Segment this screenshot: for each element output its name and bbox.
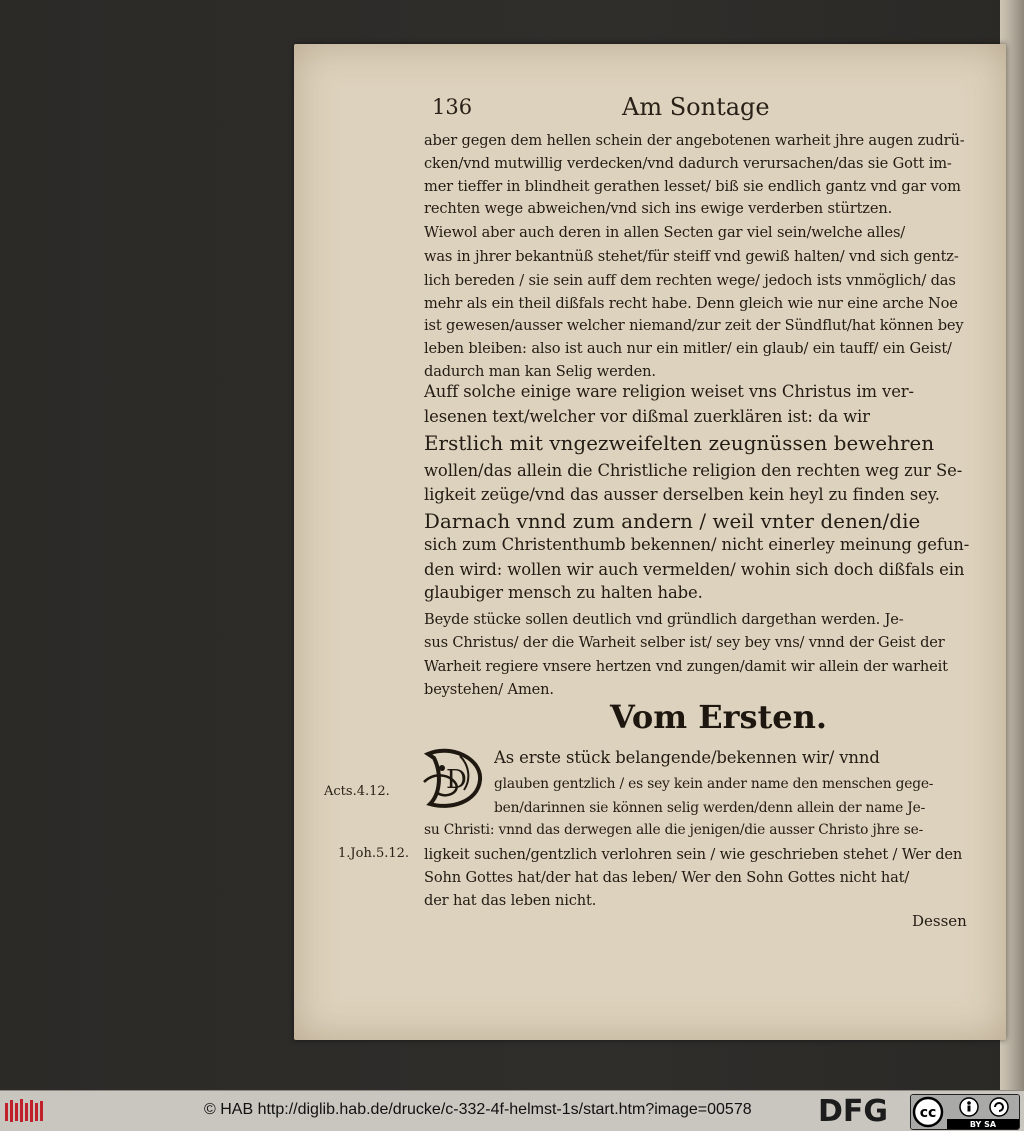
text-line: Wiewol aber auch deren in allen Secten gar viel sein/welche alles/	[424, 224, 906, 241]
text-line: Beyde stücke sollen deutlich vnd gründlich dargethan werden. Je-	[424, 611, 904, 628]
text-line: sus Christus/ der die Warheit selber ist/ sey bey vns/ vnnd der Geist der	[424, 634, 945, 651]
text-line: ligkeit suchen/gentzlich verlohren sein / wie geschrieben stehet / Wer den	[424, 846, 963, 863]
text-line: der hat das leben nicht.	[424, 892, 597, 909]
text-line: ben/darinnen sie können selig werden/denn allein der name Je-	[494, 800, 926, 816]
initial-letter: D	[446, 765, 467, 795]
svg-text:cc: cc	[919, 1105, 937, 1121]
text-line: lich bereden / sie sein auff dem rechten wege/ jedoch ists vnmöglich/ das	[424, 272, 956, 289]
text-line: cken/vnd mutwillig verdecken/vnd dadurch verursachen/das sie Gott im-	[424, 155, 952, 172]
text-line: beystehen/ Amen.	[424, 681, 554, 698]
text-line: glauben gentzlich / es sey kein ander name den menschen gege-	[494, 776, 934, 792]
section-heading: Vom Ersten.	[610, 698, 828, 736]
text-line: Darnach vnnd zum andern / weil vnter denen/die	[424, 510, 921, 533]
copyright-text[interactable]: © HAB http://diglib.hab.de/drucke/c-332-4f-helmst-1s/start.htm?image=00578	[204, 1101, 752, 1118]
marginal-note: 1.Joh.5.12.	[338, 846, 410, 861]
page-header	[432, 93, 972, 125]
text-line: mehr als ein theil dißfals recht habe. Denn gleich wie nur eine arche Noe	[424, 295, 958, 312]
dfg-logo: DFG	[818, 1094, 889, 1129]
text-line: ligkeit zeüge/vnd das ausser derselben kein heyl zu finden sey.	[424, 485, 940, 504]
viewer-footer	[0, 1090, 1024, 1131]
page-number: 136	[432, 95, 473, 119]
running-head: Am Sontage	[622, 93, 770, 121]
hab-logo-icon[interactable]	[4, 1097, 46, 1125]
text-line: rechten wege abweichen/vnd sich ins ewige verderben stürtzen.	[424, 200, 893, 217]
marginal-note: Acts.4.12.	[324, 784, 390, 799]
text-line: Sohn Gottes hat/der hat das leben/ Wer den Sohn Gottes nicht hat/	[424, 869, 910, 886]
text-line: Warheit regiere vnsere hertzen vnd zungen/damit wir allein der warheit	[424, 658, 948, 675]
text-line: lesenen text/welcher vor dißmal zuerklären ist: da wir	[424, 407, 870, 426]
text-line: Erstlich mit vngezweifelten zeugnüssen bewehren	[424, 432, 935, 455]
text-line: glaubiger mensch zu halten habe.	[424, 583, 703, 602]
text-line: den wird: wollen wir auch vermelden/ wohin sich doch dißfals ein	[424, 560, 965, 579]
text-line: sich zum Christenthumb bekennen/ nicht einerley meinung gefun-	[424, 535, 970, 554]
text-line: As erste stück belangende/bekennen wir/ vnnd	[494, 748, 880, 767]
text-line: Auff solche einige ware religion weiset vns Christus im ver-	[424, 382, 914, 401]
catchword: Dessen	[912, 912, 967, 930]
text-line: aber gegen dem hellen schein der angebotenen warheit jhre augen zudrü-	[424, 132, 965, 149]
text-line: leben bleiben: also ist auch nur ein mitler/ ein glaub/ ein tauff/ ein Geist/	[424, 340, 952, 357]
text-line: ist gewesen/ausser welcher niemand/zur zeit der Sündflut/hat können bey	[424, 317, 964, 334]
text-line: mer tieffer in blindheit gerathen lesset/ biß sie endlich gantz vnd gar vom	[424, 178, 961, 195]
cc-license-badge[interactable]	[910, 1094, 1020, 1130]
text-line: su Christi: vnnd das derwegen alle die jenigen/die ausser Christo jhre se-	[424, 822, 924, 838]
license-badge-text: BY SA	[969, 1120, 997, 1129]
decorated-initial-d	[420, 744, 490, 814]
text-line: was in jhrer bekantnüß stehet/für steiff vnd gewiß halten/ vnd sich gentz-	[424, 248, 959, 265]
text-line: dadurch man kan Selig werden.	[424, 363, 656, 380]
text-line: wollen/das allein die Christliche religion den rechten weg zur Se-	[424, 461, 963, 480]
